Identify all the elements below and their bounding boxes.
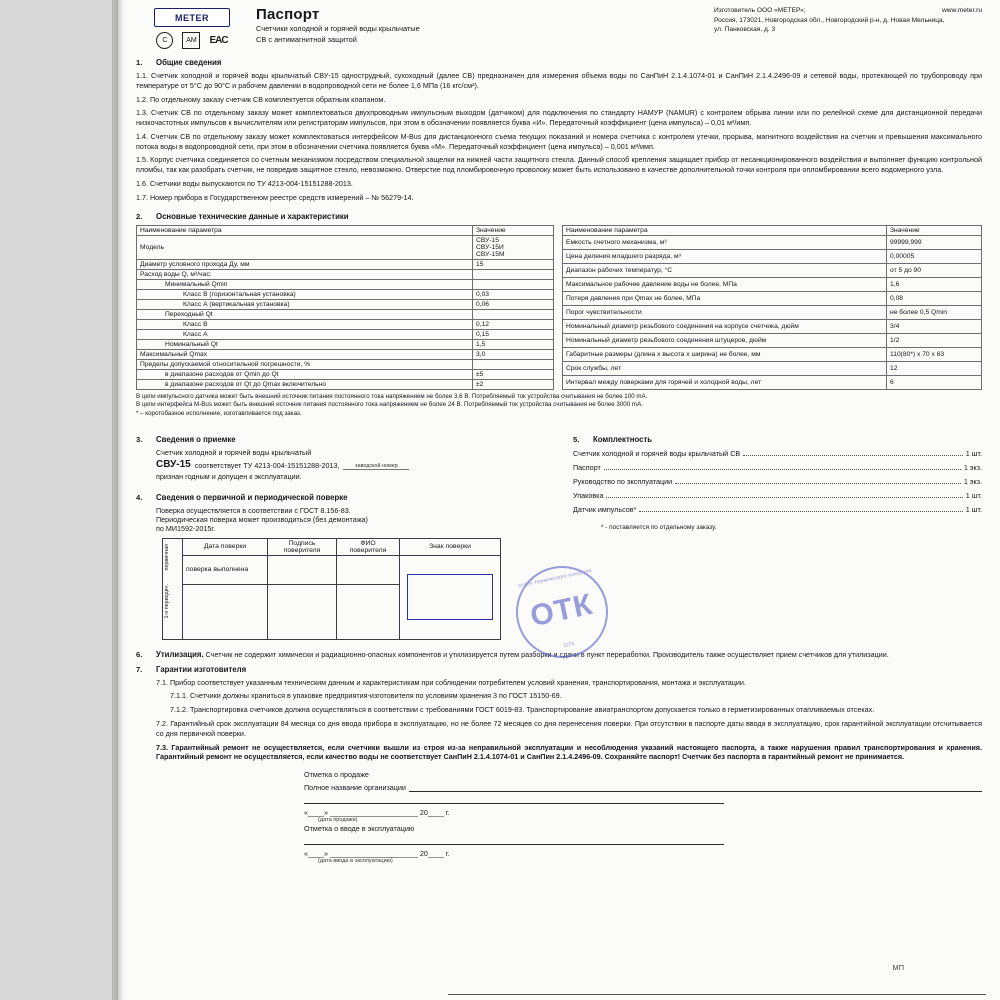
- spec-name: Переходный Qt: [137, 309, 473, 319]
- sale-block: [136, 770, 982, 864]
- list-item: [573, 491, 982, 500]
- spec-name: Номинальный диаметр резьбового соединения на корпусе счетчика, дюйм: [563, 319, 887, 333]
- specs-table-left: [136, 225, 554, 390]
- spec-value: 110(80*) х 70 х 63: [887, 347, 982, 361]
- section-general-heading: [136, 58, 982, 67]
- dot-leader: [606, 497, 962, 498]
- table-row: [563, 291, 982, 305]
- kit-item-qty: 1 шт.: [965, 504, 982, 514]
- table-row: [137, 289, 554, 299]
- kit-item-name: Упаковка: [572, 490, 604, 500]
- general-p6: 1.6. Счетчики воды выпускаются по ТУ 4213-004-15151288-2013.: [136, 179, 353, 189]
- spec-value: не более 0,5 Qmin: [887, 305, 982, 319]
- specs-note-3: * – коротобазное исполнение, изготавливается под заказ.: [136, 409, 302, 417]
- table-row: [137, 339, 554, 349]
- product-model: СВУ-15: [156, 458, 191, 470]
- spec-value: 12: [887, 361, 982, 375]
- section-completeness-title: Комплектность: [592, 434, 653, 444]
- spec-name: Класс В: [137, 319, 473, 329]
- certification-marks: [136, 32, 248, 49]
- section-acceptance-heading: [136, 435, 565, 444]
- manufacturer-website: www.meter.ru: [942, 7, 982, 14]
- spec-value: 3/4: [887, 319, 982, 333]
- spec-name: Срок службы, лет: [563, 361, 887, 375]
- spec-name: Пределы допускаемой относительной погрешности, %: [137, 359, 473, 369]
- col-verification-date: Дата поверки: [183, 538, 268, 555]
- table-row: [563, 347, 982, 361]
- spec-value: 0,06: [473, 299, 554, 309]
- verification-signature-cell[interactable]: [268, 555, 337, 584]
- kit-item-name: Руководство по эксплуатации: [572, 476, 673, 486]
- acceptance-text-3: признан годным и допущен к эксплуатации.: [156, 471, 302, 481]
- col-param-value: Значение: [887, 225, 982, 235]
- document-header: [136, 6, 982, 49]
- verification-stamp-cell[interactable]: [400, 555, 501, 639]
- table-row: [137, 269, 554, 279]
- sale-title: Отметка о продаже: [304, 770, 369, 780]
- kit-item-name: Счетчик холодной и горячей воды крыльчатый СВ: [572, 448, 741, 458]
- acceptance-text-1: Счетчик холодной и горячей воды крыльчатый: [156, 447, 312, 457]
- meter-logo: METER: [154, 8, 230, 27]
- spec-value: [473, 279, 554, 289]
- commission-title: Отметка о вводе в эксплуатацию: [304, 824, 415, 834]
- section-general-number: 1.: [136, 58, 143, 67]
- completeness-column: [565, 429, 982, 640]
- title-block: [248, 6, 714, 45]
- specs-note-2: В цепи интерфейса M-Bus может быть внешний источник питания постоянного тока напряжением не более 24 В. Потребляемый ток устройства считывания не более 3000 mA.: [136, 401, 643, 409]
- general-p4: 1.4. Счетчик СВ по отдельному заказу может комплектоваться интерфейсом M-Bus для дистанционного съема текущих показаний и номера счетчика с контролем утечки, прорыва, магнитного воздействия на счетчик и превышения максимального потока воды в водопроводной сети, при этом в обозначении счетчика появляется буква «М». Передаточный коэффициент (цена импульса) – 0,001 м³/имп.: [136, 131, 982, 151]
- dot-leader: [639, 511, 962, 512]
- section-specs-number: 2.: [136, 211, 143, 221]
- otk-stamp-text: ОТК: [527, 587, 596, 634]
- col-param-value: Значение: [473, 225, 554, 235]
- col-verification-mark: Знак поверки: [400, 538, 501, 555]
- table-row: [137, 319, 554, 329]
- manufacturer-line-1: Изготовитель ООО «МЕТЕР»;: [714, 7, 806, 14]
- brand-block: [136, 6, 248, 49]
- warranty-p1: 7.1. Прибор соответствует указанным техническим данным и характеристикам при соблюдении потребителем условий хранения, транспортирования, монтажа и эксплуатации.: [156, 677, 746, 687]
- table-row: [137, 259, 554, 269]
- manufacturer-line-2: Россия, 173021, Новгородская обл., Новгородский р-н, д. Новая Мельница,: [714, 16, 945, 24]
- verification-header-row: [163, 538, 501, 555]
- spec-name: Потеря давления при Qmax не более, МПа: [563, 291, 887, 305]
- spec-name: Класс А (вертикальная установка): [137, 299, 473, 309]
- spec-name: Максимальное рабочее давление воды не более, МПа: [563, 277, 887, 291]
- otk-stamp-bottom-text: ОТК: [563, 641, 575, 650]
- kit-item-qty: 1 экз.: [963, 476, 982, 486]
- manufacturer-line-3: ул. Панковская, д. 3: [714, 26, 776, 34]
- table-row: [563, 319, 982, 333]
- section-acceptance-title: Сведения о приемке: [156, 434, 236, 444]
- section-verification-heading: [136, 493, 565, 502]
- table-row: [563, 249, 982, 263]
- dot-leader: [604, 469, 961, 470]
- otk-stamp-top-text: отдел технического контроля: [517, 568, 592, 590]
- list-item: [573, 449, 982, 458]
- bottom-rule: [448, 994, 986, 996]
- spec-name: в диапазоне расходов от Qmin до Qt: [137, 369, 473, 379]
- spec-name: Интервал между поверками для горячей и холодной воды, лет: [563, 375, 887, 389]
- table-row: [563, 305, 982, 319]
- spec-value: 99999,999: [887, 235, 982, 249]
- spec-value: 1/2: [887, 333, 982, 347]
- document-page: [118, 0, 1000, 1000]
- section-verification-title: Сведения о первичной и периодической поверке: [156, 492, 348, 502]
- table-row: [563, 277, 982, 291]
- table-row: [563, 361, 982, 375]
- specs-note-1: В цепи импульсного датчика может быть внешний источник питания постоянного тока напряжением не более 3,6 В. Потребляемый ток устройства считывания не более 100 mA.: [136, 392, 648, 400]
- dot-leader: [675, 483, 961, 484]
- general-p5: 1.5. Корпус счетчика соединяется со счетным механизмом посредством специальной защелки на нижней части защитного стекла. Данный способ крепления защищает прибор от несанкционированного воздействия и выполняет функцию контрольной пломбы, так как разобрать счетчик, не повредив защитное стекло, невозможно. Отверстие под пломбировочную проволоку может быть использовано в качестве дополнительной точки контроля при опломбировании всего водомерного узла.: [136, 155, 982, 175]
- spec-name: Модель: [137, 235, 473, 259]
- warranty-p2: 7.1.1. Счетчики должны храниться в упаковке предприятия-изготовителя по условиям хранения 3 по ГОСТ 15150-69.: [170, 691, 562, 701]
- section-acceptance-number: 3.: [136, 434, 143, 444]
- verification-date-cell[interactable]: [183, 584, 268, 639]
- general-p7: 1.7. Номер прибора в Государственном реестре средств измерений – № 56279-14.: [136, 192, 414, 202]
- section-warranty-number: 7.: [136, 664, 143, 674]
- warranty-p5: 7.3. Гарантийный ремонт не осуществляется, если счетчики вышли из строя из-за неправильной эксплуатации и несоблюдения указаний настоящего паспорта, а также нарушения правил транспортирования и хранения. Гарантийный ремонт не осуществляется, если качество воды не соответствует СанПиН 2.1.4.1074-01 и СанПин 2.1.4.2496-09. Сохраняйте паспорт! Счетчик без паспорта в гарантийный ремонт не принимается.: [156, 742, 982, 762]
- spec-value: 0,03: [473, 289, 554, 299]
- utilization-text: Счетчик не содержит химически и радиационно-опасных компонентов и утилизируется путем разборки и сдачи в пункт переработки. Производитель также осуществляет прием счетчиков для утилизации.: [205, 649, 889, 659]
- spec-name: Емкость счетного механизма, м³: [563, 235, 887, 249]
- verification-p2: Периодическая поверка может производиться (без демонтажа): [156, 514, 368, 524]
- section-verification-number: 4.: [136, 492, 143, 502]
- commission-date-row[interactable]: «____» ______________________ 20____ г.: [304, 849, 450, 859]
- spec-name: Максимальный Qmax: [137, 349, 473, 359]
- section-general-title: Общие сведения: [156, 58, 222, 67]
- table-header-row: [137, 225, 554, 235]
- warranty-p3: 7.1.2. Транспортировка счетчиков должна осуществляться в соответствии с требованиями ГОСТ 6019-83. Транспортирование авиатранспортом допускается только в герметизированных отапливаемых отсеках.: [170, 705, 875, 715]
- section-utilization-title: Утилизация.: [156, 649, 204, 659]
- spec-name: Порог чувствительности: [563, 305, 887, 319]
- ce-mark-icon: C: [156, 32, 173, 49]
- table-row: [563, 235, 982, 249]
- spec-name: Класс B (горизонтальная установка): [137, 289, 473, 299]
- acceptance-model-row: [136, 459, 565, 470]
- spec-value: 1,5: [473, 339, 554, 349]
- page-title: Паспорт: [256, 6, 320, 23]
- table-row: [137, 369, 554, 379]
- page-content: [136, 6, 982, 864]
- section-specs-title: Основные технические данные и характеристики: [156, 211, 349, 221]
- spec-name: Минимальный Qmin: [137, 279, 473, 289]
- spec-value: [473, 359, 554, 369]
- kit-item-qty: 1 шт.: [965, 490, 982, 500]
- acceptance-text-2: соответствует ТУ 4213-004-15151288-2013,: [194, 460, 340, 470]
- stamp-place-label: МП: [892, 963, 904, 972]
- spec-name: Номинальный диаметр резьбового соединения штуцеров, дюйм: [563, 333, 887, 347]
- dot-leader: [743, 455, 963, 456]
- spec-value: 6: [887, 375, 982, 389]
- commission-date-note: (дата ввода в эксплуатацию): [318, 858, 393, 865]
- specs-right-body: [563, 235, 982, 389]
- manufacturer-block: [714, 6, 982, 35]
- kit-item-name: Датчик импульсов*: [572, 504, 637, 514]
- spec-value: 0,15: [473, 329, 554, 339]
- specs-left-body: [137, 235, 554, 389]
- verification-side-label-1: первичная: [164, 543, 170, 571]
- sale-org-field[interactable]: [409, 782, 982, 792]
- spec-name: в диапазоне расходов от Qt до Qmax включительно: [137, 379, 473, 389]
- table-row: [137, 349, 554, 359]
- specs-table-right: [562, 225, 982, 390]
- eac-mark-icon: EAC: [209, 35, 228, 46]
- col-verifier-name: ФИО поверителя: [337, 538, 400, 555]
- section-completeness-number: 5.: [572, 434, 580, 444]
- sale-org-field-2[interactable]: [304, 795, 724, 804]
- spec-value: 3,0: [473, 349, 554, 359]
- section-warranty-title: Гарантии изготовителя: [156, 664, 247, 674]
- verification-signature-cell-2[interactable]: [268, 584, 337, 639]
- spec-value: [473, 269, 554, 279]
- verification-row-primary[interactable]: [163, 555, 501, 584]
- table-row: [137, 329, 554, 339]
- table-row: [137, 299, 554, 309]
- spec-value: [473, 309, 554, 319]
- col-verifier-signature: Подпись поверителя: [268, 538, 337, 555]
- table-row: [137, 235, 554, 259]
- spec-value: ±5: [473, 369, 554, 379]
- table-row: [563, 375, 982, 389]
- spec-name: Диапазон рабочих температур, °С: [563, 263, 887, 277]
- specs-notes: [136, 393, 982, 419]
- list-item: [573, 463, 982, 472]
- serial-number-label: заводской номер: [343, 463, 409, 470]
- verification-stamp-box: [407, 574, 493, 620]
- verification-name-cell[interactable]: [337, 555, 400, 584]
- spec-value: 0,00005: [887, 249, 982, 263]
- document-subtitle-2: СВ с антимагнитной защитой: [256, 34, 357, 44]
- spec-name: Расход воды Q, м³/час:: [137, 269, 473, 279]
- spec-value: СВУ-15 СВУ-15И СВУ-15М: [473, 235, 554, 259]
- table-row: [137, 309, 554, 319]
- verification-label-cell: поверка выполнена: [183, 555, 268, 584]
- kit-item-qty: 1 экз.: [963, 462, 982, 472]
- table-row: [137, 279, 554, 289]
- section-warranty-heading: [136, 665, 982, 674]
- completeness-list: [573, 449, 982, 514]
- spec-name: Габаритные размеры (длина х высота х ширина) не более, мм: [563, 347, 887, 361]
- spec-name: Класс А: [137, 329, 473, 339]
- am-mark-icon: AM: [182, 32, 200, 49]
- sale-org-label: Полное название организации: [304, 783, 406, 793]
- table-row: [563, 263, 982, 277]
- section-specs-heading: [136, 212, 982, 221]
- page-left-margin: [0, 0, 118, 1000]
- spec-name: Диаметр условного прохода Ду, мм: [137, 259, 473, 269]
- kit-item-qty: 1 шт.: [965, 448, 982, 458]
- acceptance-column: [136, 429, 565, 640]
- spec-name: Номинальный Qt: [137, 339, 473, 349]
- verification-side-label-2: 1-я периодич.: [164, 583, 170, 619]
- general-p2: 1.2. По отдельному заказу счетчик СВ комплектуется обратным клапаном.: [136, 94, 386, 104]
- col-param-name: Наименование параметра: [137, 225, 473, 235]
- completeness-note: * - поставляется по отдельному заказу.: [600, 523, 717, 531]
- spec-value: ±2: [473, 379, 554, 389]
- table-row: [137, 359, 554, 369]
- list-item: [573, 505, 982, 514]
- specs-tables: [136, 225, 982, 390]
- col-param-name: Наименование параметра: [563, 225, 887, 235]
- kit-item-name: Паспорт: [572, 462, 601, 472]
- table-row: [563, 333, 982, 347]
- section-utilization-number: 6.: [136, 649, 143, 659]
- verification-p1: Поверка осуществляется в соответствии с ГОСТ 8.156-83.: [156, 505, 351, 515]
- verification-name-cell-2[interactable]: [337, 584, 400, 639]
- spec-value: 15: [473, 259, 554, 269]
- sale-date-row[interactable]: «____» ______________________ 20____ г.: [304, 808, 450, 818]
- list-item: [573, 477, 982, 486]
- sale-date-note: (дата продажи): [318, 817, 358, 824]
- section-completeness-heading: [573, 435, 982, 444]
- spec-value: 0,08: [887, 291, 982, 305]
- spec-value: 0,12: [473, 319, 554, 329]
- commission-field[interactable]: [304, 836, 724, 845]
- warranty-p4: 7.2. Гарантийный срок эксплуатации 84 месяца со дня ввода прибора в эксплуатацию, но не более 72 месяцев со дня перенесения поверки. При отсутствии в паспорте даты ввода в эксплуатацию, срок гарантийной эксплуатации отсчитывается со дня первичной поверки.: [156, 718, 982, 738]
- document-subtitle-1: Счетчики холодной и горячей воды крыльчатые: [256, 24, 420, 33]
- general-p1: 1.1. Счетчик холодной и горячей воды крыльчатый СВУ-15 однострудный, сухоходный (далее СВ) предназначен для измерения объема воды по СанПиН 2.1.4.1074-01 и СанПиН 2.1.4.2496-09 и сетевой воды, протекающей по трубопроводу при температуре от 5°С до 90°С и рабочем давлении в водопроводной сети не более 1,6 МПа (16 кгс/см²).: [136, 71, 982, 90]
- general-p3: 1.3. Счетчик СВ по отдельному заказу может комплектоваться двухпроводным импульсным выходом (датчиком) для подключения по стандарту НАМУР (NAMUR) с контролем обрыва линии или по релейной схеме для дистанционной передачи низкочастотных импульсов к вычислителям или регистраторам импульсов, при этом в обозначении появляется буква «И». Передаточный коэффициент (цена импульса) – 0,01 м³/имп.: [136, 108, 982, 128]
- spec-name: Цена деления младшего разряда, м³: [563, 249, 887, 263]
- spec-value: 1,6: [887, 277, 982, 291]
- spec-value: от 5 до 90: [887, 263, 982, 277]
- table-row: [137, 379, 554, 389]
- table-header-row: [563, 225, 982, 235]
- verification-p3: по МИ1592-2015г.: [156, 523, 216, 533]
- verification-table: [162, 538, 501, 640]
